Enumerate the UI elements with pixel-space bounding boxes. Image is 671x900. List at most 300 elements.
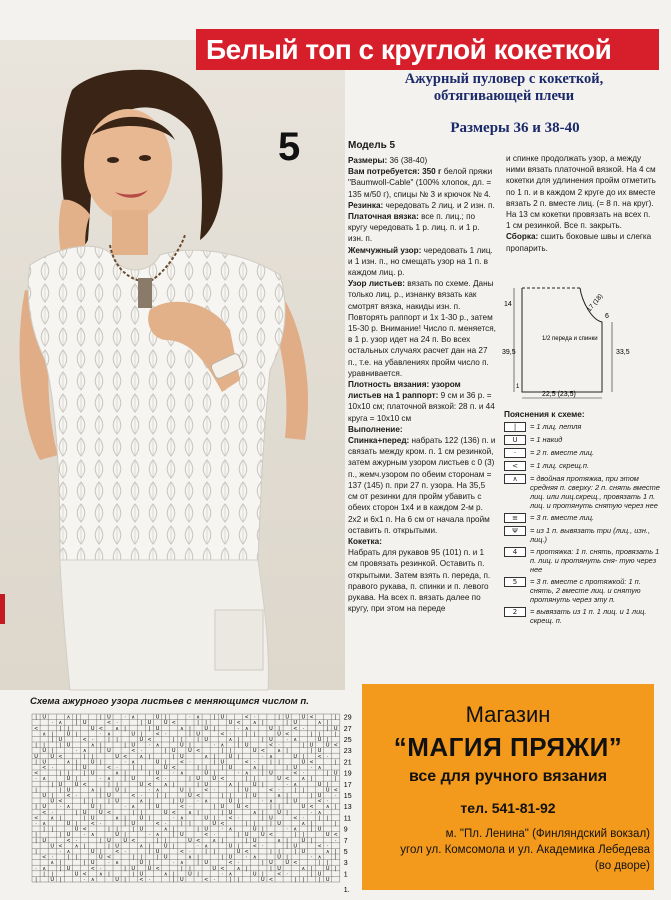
chart-stitch: | — [75, 821, 78, 827]
chart-stitch: U — [325, 787, 330, 794]
chart-stitch: | — [59, 865, 62, 872]
chart-stitch: | — [205, 765, 207, 771]
chart-stitch: · — [116, 720, 118, 727]
chart-stitch: ∧ — [66, 714, 71, 721]
chart-stitch: < — [82, 781, 87, 788]
chart-stitch: U — [139, 826, 144, 833]
chart-stitch: U — [301, 714, 306, 721]
chart-stitch: < — [106, 765, 112, 771]
chart-stitch: | — [181, 865, 183, 872]
chart-stitch: U — [155, 804, 160, 811]
stitch-symbol-icon: ≡ — [504, 513, 526, 523]
chart-stitch: | — [172, 753, 175, 760]
chart-stitch: U — [42, 759, 46, 766]
chart-stitch: | — [148, 815, 151, 822]
chart-stitch: | — [205, 849, 207, 855]
chart-stitch: U — [131, 742, 136, 749]
chart-stitch: | — [334, 854, 337, 861]
chart-stitch: U — [277, 854, 281, 861]
chart-stitch: | — [310, 871, 313, 878]
chart-stitch: | — [286, 793, 288, 799]
chart-stitch: U — [188, 748, 192, 755]
chart-stitch: < — [293, 725, 298, 732]
chart-stitch: | — [124, 787, 126, 794]
chart-stitch: | — [310, 731, 313, 738]
chart-stitch: | — [334, 731, 337, 738]
chart-stitch: | — [156, 793, 159, 799]
stitch-symbol-icon: < — [504, 461, 526, 471]
chart-stitch: ∧ — [180, 770, 184, 777]
chart-stitch: U — [163, 809, 168, 816]
chart-stitch: | — [237, 787, 240, 794]
chart-stitch: ∧ — [74, 843, 79, 850]
chart-stitch: ∧ — [131, 804, 136, 811]
chart-stitch: U — [325, 742, 330, 749]
chart-stitch: | — [189, 787, 191, 794]
chart-stitch: | — [310, 776, 313, 783]
sizes-heading: Размеры 36 и 38-40 — [450, 120, 580, 136]
chart-stitch: · — [197, 798, 199, 805]
chart-stitch: | — [334, 714, 337, 721]
chart-stitch: | — [197, 781, 199, 788]
chart-stitch: < — [171, 809, 176, 816]
chart-stitch: · — [116, 765, 118, 771]
chart-stitch: | — [197, 860, 199, 867]
chart-stitch: | — [59, 787, 62, 794]
chart-stitch: < — [317, 798, 322, 805]
instruction-paragraph: и спинке продолжать узор, а между ними вязать платочной вязкой. На 4 см кокетки для удлинения пройм отметить по 1 п. и в каждом 2 круге до их вместе вязать 2 п. вместе лиц. (= 8 п. на круг). На 13 см кокетки провязать на всех п. 1 см резинкой. Все п. закрыть. — [506, 154, 656, 231]
chart-stitch: | — [213, 753, 216, 760]
chart-stitch: | — [310, 793, 313, 799]
chart-row-number: 3 — [343, 860, 348, 868]
chart-stitch: ∧ — [163, 781, 168, 788]
chart-stitch: | — [59, 742, 62, 749]
instruction-paragraph: Платочная вязка: все п. лиц.; по кругу чередовать 1 р. лиц. п. и 1 р. изн. п. — [348, 212, 480, 244]
chart-stitch: U — [107, 837, 111, 844]
chart-stitch: | — [59, 860, 62, 867]
chart-stitch: | — [318, 731, 321, 738]
chart-stitch: U — [180, 877, 184, 883]
chart-stitch: · — [75, 748, 78, 755]
chart-stitch: | — [124, 776, 126, 783]
chart-stitch: · — [334, 837, 337, 844]
chart-stitch: | — [262, 737, 264, 743]
chart-stitch: U — [155, 770, 160, 777]
chart-stitch: | — [221, 748, 224, 755]
chart-stitch: U — [252, 837, 257, 844]
chart-stitch: | — [326, 737, 329, 743]
chart-stitch: | — [302, 787, 305, 794]
chart-stitch: U — [139, 737, 144, 743]
chart-stitch: U — [196, 776, 200, 783]
chart-stitch: U — [293, 798, 298, 805]
chart-stitch: | — [262, 826, 264, 833]
chart-stitch: | — [245, 865, 248, 872]
shop-advertisement — [362, 684, 654, 890]
chart-row-number-start: 1. — [343, 887, 350, 894]
chart-stitch: | — [100, 748, 102, 755]
chart-stitch: U — [212, 821, 217, 827]
chart-stitch: < — [106, 720, 112, 727]
chart-stitch: < — [33, 770, 39, 777]
chart-stitch: | — [286, 765, 288, 771]
chart-stitch: | — [270, 849, 272, 855]
chart-stitch: | — [83, 815, 86, 822]
chart-stitch: U — [74, 871, 79, 878]
chart-stitch: | — [140, 765, 143, 771]
stitch-symbol-icon: U — [504, 435, 526, 445]
legend-item: ≡ = 3 п. вместе лиц. — [504, 513, 664, 523]
chart-stitch: | — [245, 731, 248, 738]
chart-stitch: | — [100, 804, 102, 811]
chart-stitch: U — [309, 742, 314, 749]
chart-stitch: | — [172, 877, 175, 883]
chart-stitch: U — [269, 815, 273, 822]
chart-stitch: U — [325, 877, 330, 883]
chart-stitch: U — [90, 770, 95, 777]
chart-stitch: U — [139, 815, 144, 822]
chart-stitch: U — [139, 871, 144, 878]
chart-stitch: | — [294, 877, 297, 883]
chart-stitch: | — [35, 849, 37, 855]
chart-stitch: ∧ — [180, 815, 184, 822]
chart-stitch: < — [309, 759, 314, 766]
chart-stitch: | — [213, 849, 216, 855]
chart-stitch: < — [131, 837, 136, 844]
chart-stitch: · — [35, 776, 37, 783]
chart-stitch: U — [188, 793, 192, 799]
chart-stitch: | — [197, 854, 199, 861]
chart-stitch: | — [148, 843, 151, 850]
chart-row-number: 15 — [343, 793, 352, 800]
chart-stitch: | — [148, 725, 151, 732]
chart-stitch: · — [213, 787, 216, 794]
chart-stitch: | — [172, 832, 175, 839]
chart-stitch: | — [286, 854, 288, 861]
chart-stitch: ∧ — [317, 720, 322, 727]
chart-stitch: | — [334, 776, 337, 783]
chart-stitch: | — [262, 871, 264, 878]
ad-address-line: угол ул. Комсомола и ул. Академика Лебедева — [400, 844, 650, 856]
chart-stitch: U — [204, 815, 208, 822]
chart-stitch: U — [212, 865, 217, 872]
chart-stitch: | — [181, 821, 183, 827]
chart-stitch: · — [75, 793, 78, 799]
chart-stitch: U — [277, 809, 281, 816]
chart-stitch: | — [197, 720, 199, 727]
chart-stitch: | — [100, 742, 102, 749]
chart-stitch: < — [244, 759, 249, 766]
chart-stitch: U — [252, 748, 257, 755]
chart-stitch: | — [108, 798, 110, 805]
chart-stitch: · — [286, 737, 288, 743]
chart-stitch: U — [155, 714, 160, 721]
subtitle-line-1: Ажурный пуловер с кокеткой, — [404, 71, 604, 87]
chart-stitch: | — [67, 770, 70, 777]
chart-stitch: ∧ — [301, 821, 306, 827]
chart-stitch: | — [262, 770, 264, 777]
chart-stitch: | — [83, 860, 86, 867]
chart-stitch: | — [59, 832, 62, 839]
chart-stitch: · — [148, 877, 151, 883]
chart-stitch: < — [147, 781, 152, 788]
chart-stitch: ∧ — [90, 877, 95, 883]
chart-stitch: < — [244, 849, 249, 855]
chart-stitch: | — [116, 781, 118, 788]
page-edge-marker — [0, 594, 5, 624]
model-number: 5 — [278, 125, 301, 169]
instruction-paragraph: Сборка: сшить боковые швы и слегка пропарить. — [506, 232, 652, 253]
chart-stitch: U — [90, 849, 95, 855]
chart-stitch: ∧ — [228, 781, 233, 788]
chart-stitch: | — [164, 714, 167, 721]
chart-stitch: | — [213, 759, 216, 766]
chart-stitch: | — [237, 742, 240, 749]
chart-stitch: U — [220, 759, 225, 766]
chart-stitch: | — [59, 815, 62, 822]
chart-stitch: · — [189, 714, 191, 721]
chart-stitch: | — [108, 843, 110, 850]
instruction-paragraph: Плотность вязания: узором листьев на 1 раппорт: 9 см и 36 р. = 10х10 см; платочной вязкой: 28 п. и 44 круга = 10х10 см — [348, 380, 495, 423]
chart-stitch: · — [286, 871, 288, 878]
chart-stitch: · — [83, 877, 86, 883]
chart-stitch: < — [220, 776, 225, 783]
chart-stitch: < — [42, 809, 47, 816]
chart-stitch: U — [188, 871, 192, 878]
chart-stitch: | — [100, 787, 102, 794]
chart-stitch: < — [268, 787, 274, 794]
chart-stitch: U — [180, 798, 184, 805]
chart-stitch: < — [244, 714, 249, 721]
chart-stitch: | — [124, 815, 126, 822]
chart-stitch: | — [262, 720, 264, 727]
chart-stitch: ∧ — [90, 742, 95, 749]
schematic-label: 14 — [504, 301, 512, 308]
chart-stitch: U — [66, 821, 71, 827]
chart-stitch: U — [180, 787, 184, 794]
chart-stitch: · — [124, 849, 126, 855]
chart-stitch: | — [124, 832, 126, 839]
chart-stitch: | — [302, 877, 305, 883]
chart-stitch: | — [35, 877, 37, 883]
chart-stitch: U — [333, 770, 338, 777]
chart-stitch: | — [229, 748, 232, 755]
chart-stitch: < — [195, 837, 201, 844]
chart-stitch: ∧ — [90, 787, 95, 794]
chart-stitch: ∧ — [58, 720, 63, 727]
schematic-label: 1/2 переда и спинки — [542, 336, 598, 342]
chart-stitch: U — [66, 832, 71, 839]
chart-stitch: | — [83, 770, 86, 777]
chart-stitch: U — [301, 804, 306, 811]
chart-stitch: U — [317, 871, 322, 878]
chart-stitch: U — [293, 765, 298, 771]
ad-subtitle: все для ручного вязания — [408, 768, 608, 785]
stitch-symbol-icon: · — [504, 448, 526, 458]
chart-stitch: | — [43, 742, 45, 749]
model-title: Модель 5 — [348, 140, 396, 151]
chart-stitch: < — [228, 860, 233, 867]
chart-stitch: | — [286, 720, 288, 727]
chart-stitch: ∧ — [66, 804, 71, 811]
chart-row-number: 21 — [343, 759, 352, 767]
chart-stitch: ∧ — [155, 787, 160, 794]
chart-stitch: | — [310, 748, 313, 755]
chart-stitch: U — [252, 793, 257, 799]
chart-stitch: U — [204, 781, 208, 788]
chart-stitch: U — [204, 725, 208, 732]
chart-stitch: · — [172, 770, 175, 777]
chart-stitch: U — [171, 748, 176, 755]
chart-stitch: ∧ — [269, 798, 273, 805]
chart-stitch: U — [131, 776, 136, 783]
chart-stitch: U — [317, 781, 322, 788]
chart-stitch: ∧ — [131, 759, 136, 766]
chart-stitch: | — [124, 770, 126, 777]
chart-stitch: · — [51, 809, 54, 816]
chart-stitch: · — [172, 815, 175, 822]
chart-stitch: ∧ — [50, 860, 55, 867]
chart-stitch: · — [221, 871, 224, 878]
chart-stitch: | — [294, 832, 297, 839]
ad-address-line: (во дворе) — [594, 860, 650, 872]
chart-stitch: · — [237, 725, 240, 732]
chart-stitch: U — [196, 731, 200, 738]
chart-stitch: U — [90, 860, 95, 867]
chart-stitch: U — [204, 737, 208, 743]
chart-stitch: ∧ — [301, 865, 306, 872]
chart-stitch: | — [278, 714, 280, 721]
chart-stitch: < — [204, 832, 209, 839]
chart-stitch: | — [124, 821, 126, 827]
chart-stitch: · — [262, 843, 264, 850]
chart-stitch: < — [195, 748, 201, 755]
chart-stitch: | — [100, 837, 102, 844]
subtitle-line-2: обтягивающей плечи — [433, 88, 575, 104]
knitting-chart-title: Схема ажурного узора листьев с меняющимся числом п. — [30, 696, 309, 707]
chart-stitch: U — [42, 714, 46, 721]
chart-stitch: · — [302, 815, 305, 822]
chart-stitch: U — [301, 837, 306, 844]
stitch-symbol-icon: Ψ — [504, 526, 526, 536]
chart-stitch: U — [50, 843, 55, 850]
chart-stitch: U — [261, 877, 265, 883]
chart-stitch: | — [35, 804, 37, 811]
chart-stitch: | — [132, 765, 135, 771]
chart-stitch: < — [58, 843, 63, 850]
chart-stitch: | — [181, 737, 183, 743]
chart-stitch: · — [51, 765, 54, 771]
chart-stitch: < — [268, 877, 274, 883]
chart-stitch: U — [147, 720, 152, 727]
chart-stitch: < — [220, 731, 225, 738]
chart-stitch: < — [309, 804, 314, 811]
chart-stitch: | — [278, 804, 280, 811]
chart-stitch: < — [276, 871, 282, 878]
chart-stitch: | — [108, 781, 110, 788]
instruction-paragraph: Вам потребуется: 350 г белой пряжи "Baumwoll-Cable" (100% хлопок, дл. = 135 м/50 г), спицы № 3 и крючок № 4. — [348, 167, 493, 199]
chart-stitch: U — [244, 787, 249, 794]
chart-stitch: < — [309, 714, 314, 721]
chart-stitch: | — [245, 821, 248, 827]
stitch-symbol-icon: 5 — [504, 577, 526, 587]
chart-stitch: ∧ — [252, 809, 257, 816]
schematic-label: 33,5 — [616, 349, 630, 356]
chart-stitch: | — [148, 804, 151, 811]
chart-stitch: · — [326, 843, 329, 850]
chart-stitch: · — [100, 731, 102, 738]
chart-stitch: | — [67, 725, 70, 732]
chart-stitch: < — [317, 753, 322, 760]
chart-stitch: < — [260, 748, 265, 755]
chart-row-number: 1 — [343, 871, 348, 879]
chart-stitch: U — [66, 865, 71, 872]
chart-stitch: · — [221, 826, 224, 833]
chart-stitch: | — [189, 865, 191, 872]
chart-stitch: | — [326, 720, 329, 727]
chart-stitch: U — [228, 854, 233, 861]
chart-stitch: · — [302, 770, 305, 777]
legend-item: U = 1 накид — [504, 435, 664, 445]
chart-stitch: · — [237, 860, 240, 867]
chart-stitch: · — [164, 776, 167, 783]
chart-stitch: | — [286, 837, 288, 844]
chart-stitch: | — [334, 804, 337, 811]
chart-stitch: U — [90, 759, 95, 766]
chart-stitch: U — [107, 748, 111, 755]
chart-stitch: < — [268, 832, 274, 839]
chart-stitch: U — [180, 753, 184, 760]
chart-row-number: 19 — [343, 770, 352, 778]
chart-stitch: U — [90, 804, 95, 811]
chart-stitch: ∧ — [42, 731, 46, 738]
chart-stitch: U — [107, 714, 111, 721]
chart-stitch: ∧ — [42, 776, 46, 783]
chart-stitch: U — [228, 765, 233, 771]
chart-stitch: · — [59, 804, 62, 811]
chart-stitch: | — [302, 742, 305, 749]
chart-stitch: | — [286, 798, 288, 805]
chart-stitch: | — [326, 770, 329, 777]
chart-stitch: | — [124, 725, 126, 732]
chart-stitch: U — [277, 776, 281, 783]
chart-stitch: · — [229, 731, 232, 738]
chart-stitch: · — [148, 832, 151, 839]
chart-stitch: | — [51, 826, 54, 833]
instructions-column-2 — [506, 153, 656, 254]
chart-stitch: U — [317, 826, 322, 833]
chart-stitch: | — [172, 798, 175, 805]
chart-stitch: · — [140, 793, 143, 799]
chart-stitch: ∧ — [252, 720, 257, 727]
chart-stitch: U — [74, 781, 79, 788]
stitch-symbol-icon: 4 — [504, 547, 526, 557]
chart-stitch: · — [83, 832, 86, 839]
chart-stitch: | — [229, 793, 232, 799]
chart-stitch: ∧ — [115, 815, 119, 822]
chart-stitch: < — [333, 832, 338, 839]
legend-item: ∧ = двойная протяжка, при этом средняя п. сверху: 2 п. снять вместе лиц. или лиц.скрещ., провязать 1 п. лиц. и протянуть снятую через нее — [504, 474, 664, 510]
ad-title: Магазин — [465, 702, 551, 727]
chart-stitch: ∧ — [42, 821, 46, 827]
chart-stitch: ∧ — [180, 725, 184, 732]
chart-stitch: < — [155, 865, 160, 872]
chart-stitch: ∧ — [188, 854, 192, 861]
chart-stitch: | — [270, 804, 272, 811]
chart-stitch: < — [333, 742, 338, 749]
chart-stitch: | — [108, 871, 110, 878]
chart-stitch: U — [155, 849, 160, 855]
